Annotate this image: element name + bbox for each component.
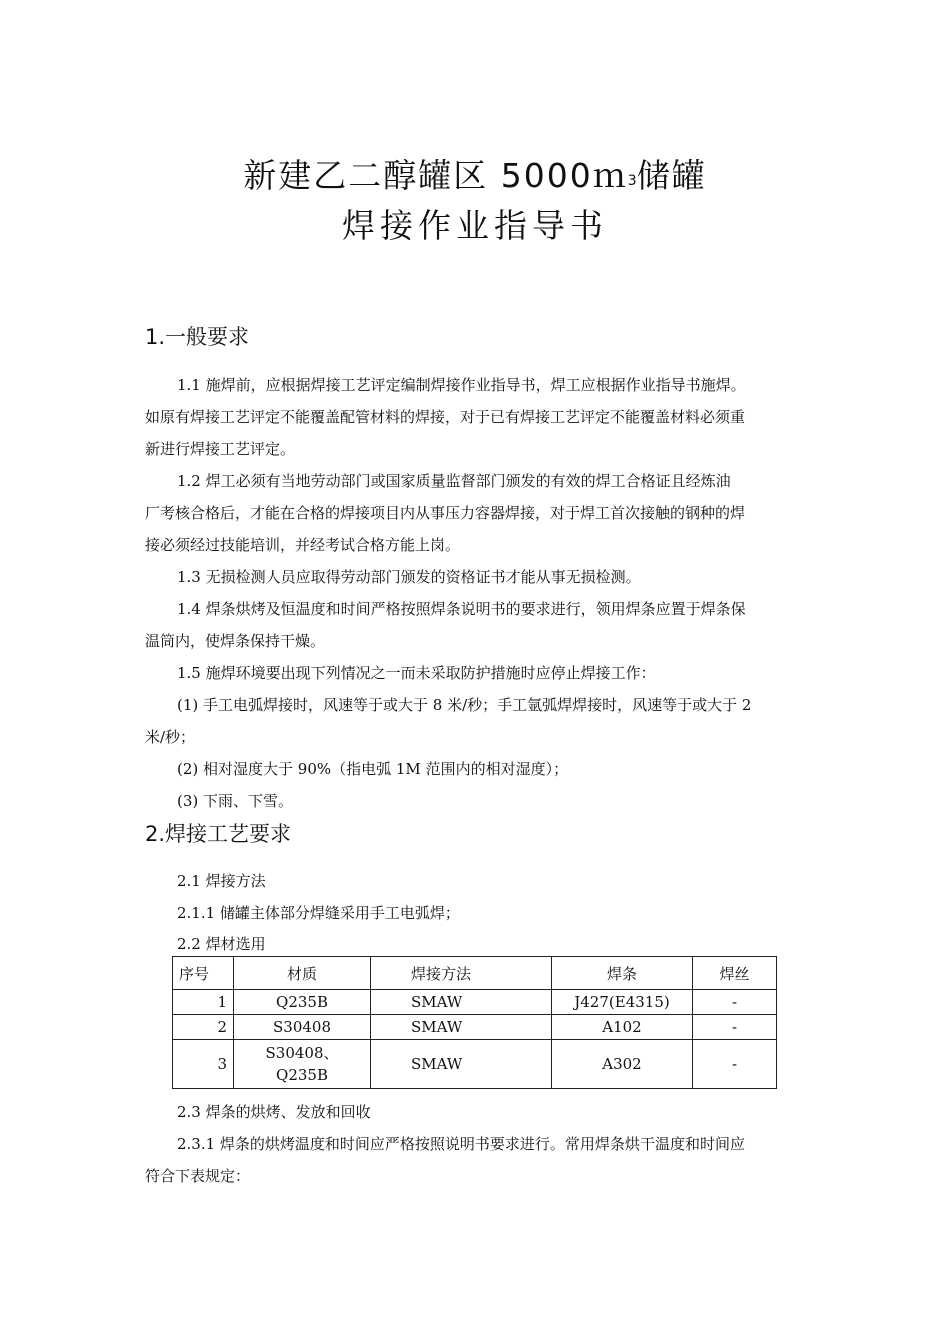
list-item-3: (3) 下雨、下雪。: [177, 792, 294, 810]
header-cell: 焊接方法: [371, 957, 552, 990]
subsection-2-3-1-line1: 2.3.1 焊条的烘烤温度和时间应严格按照说明书要求进行。常用焊条烘干温度和时间应: [177, 1135, 745, 1153]
table-cell: A102: [552, 1015, 693, 1040]
list-item-2: (2) 相对湿度大于 90%（指电弧 1M 范围内的相对湿度）；: [177, 760, 569, 778]
list-item-1-line2: 米/秒；: [145, 728, 196, 746]
table-cell: S30408、 Q235B: [234, 1040, 371, 1089]
table-row: [173, 1040, 777, 1089]
table-cell: SMAW: [371, 1040, 552, 1089]
header-cell: 焊丝: [693, 957, 777, 990]
paragraph-1-2-line3: 接必须经过技能培训，并经考试合格方能上岗。: [145, 536, 461, 554]
document-title-line2: 焊接作业指导书: [342, 206, 608, 245]
table-cell: Q235B: [234, 990, 371, 1015]
table-cell: SMAW: [371, 1015, 552, 1040]
table-cell: -: [693, 1040, 777, 1089]
header-cell: 序号: [173, 957, 234, 990]
table-row: [173, 990, 777, 1015]
paragraph-1-2-line1: 1.2 焊工必须有当地劳动部门或国家质量监督部门颁发的有效的焊工合格证且经炼油: [177, 472, 731, 490]
subsection-2-1: 2.1 焊接方法: [177, 872, 266, 890]
welding-material-table: [172, 956, 777, 1089]
table-cell: J427(E4315): [552, 990, 693, 1015]
paragraph-1-1-line2: 如原有焊接工艺评定不能覆盖配管材料的焊接，对于已有焊接工艺评定不能覆盖材料必须重: [145, 408, 746, 426]
superscript-3: 3: [627, 173, 637, 189]
paragraph-1-1-line1: 1.1 施焊前，应根据焊接工艺评定编制焊接作业指导书，焊工应根据作业指导书施焊。: [177, 376, 746, 394]
table-cell: 2: [173, 1015, 234, 1040]
header-cell: 材质: [234, 957, 371, 990]
header-cell: 焊条: [552, 957, 693, 990]
paragraph-1-5: 1.5 施焊环境要出现下列情况之一而未采取防护措施时应停止焊接工作：: [177, 664, 656, 682]
paragraph-1-1-line3: 新进行焊接工艺评定。: [145, 440, 296, 458]
section2-heading: 2.焊接工艺要求: [145, 822, 292, 846]
paragraph-1-4-line2: 温筒内，使焊条保持干燥。: [145, 632, 326, 650]
table-header-row: [173, 957, 777, 990]
table-cell: S30408: [234, 1015, 371, 1040]
subsection-2-1-1: 2.1.1 储罐主体部分焊缝采用手工电弧焊；: [177, 904, 460, 922]
subsection-2-2: 2.2 焊材选用: [177, 935, 266, 953]
subsection-2-3: 2.3 焊条的烘烤、发放和回收: [177, 1103, 371, 1121]
table-cell: A302: [552, 1040, 693, 1089]
table-row: [173, 1015, 777, 1040]
table-cell: -: [693, 1015, 777, 1040]
paragraph-1-4-line1: 1.4 焊条烘烤及恒温度和时间严格按照焊条说明书的要求进行，领用焊条应置于焊条保: [177, 600, 746, 618]
section1-heading: 1.一般要求: [145, 325, 250, 349]
table-cell: 3: [173, 1040, 234, 1089]
document-title-line1: 新建乙二醇罐区 5000ｍ$^3$储罐: [243, 156, 707, 195]
list-item-1-line1: (1) 手工电弧焊接时，风速等于或大于 8 米/秒；手工氩弧焊焊接时，风速等于或大于 2: [177, 696, 752, 714]
table-cell: -: [693, 990, 777, 1015]
table-cell: 1: [173, 990, 234, 1015]
table-cell: SMAW: [371, 990, 552, 1015]
subsection-2-3-1-line2: 符合下表规定：: [145, 1167, 251, 1185]
paragraph-1-3: 1.3 无损检测人员应取得劳动部门颁发的资格证书才能从事无损检测。: [177, 568, 641, 586]
paragraph-1-2-line2: 厂考核合格后，才能在合格的焊接项目内从事压力容器焊接，对于焊工首次接触的钢种的焊: [145, 504, 746, 522]
